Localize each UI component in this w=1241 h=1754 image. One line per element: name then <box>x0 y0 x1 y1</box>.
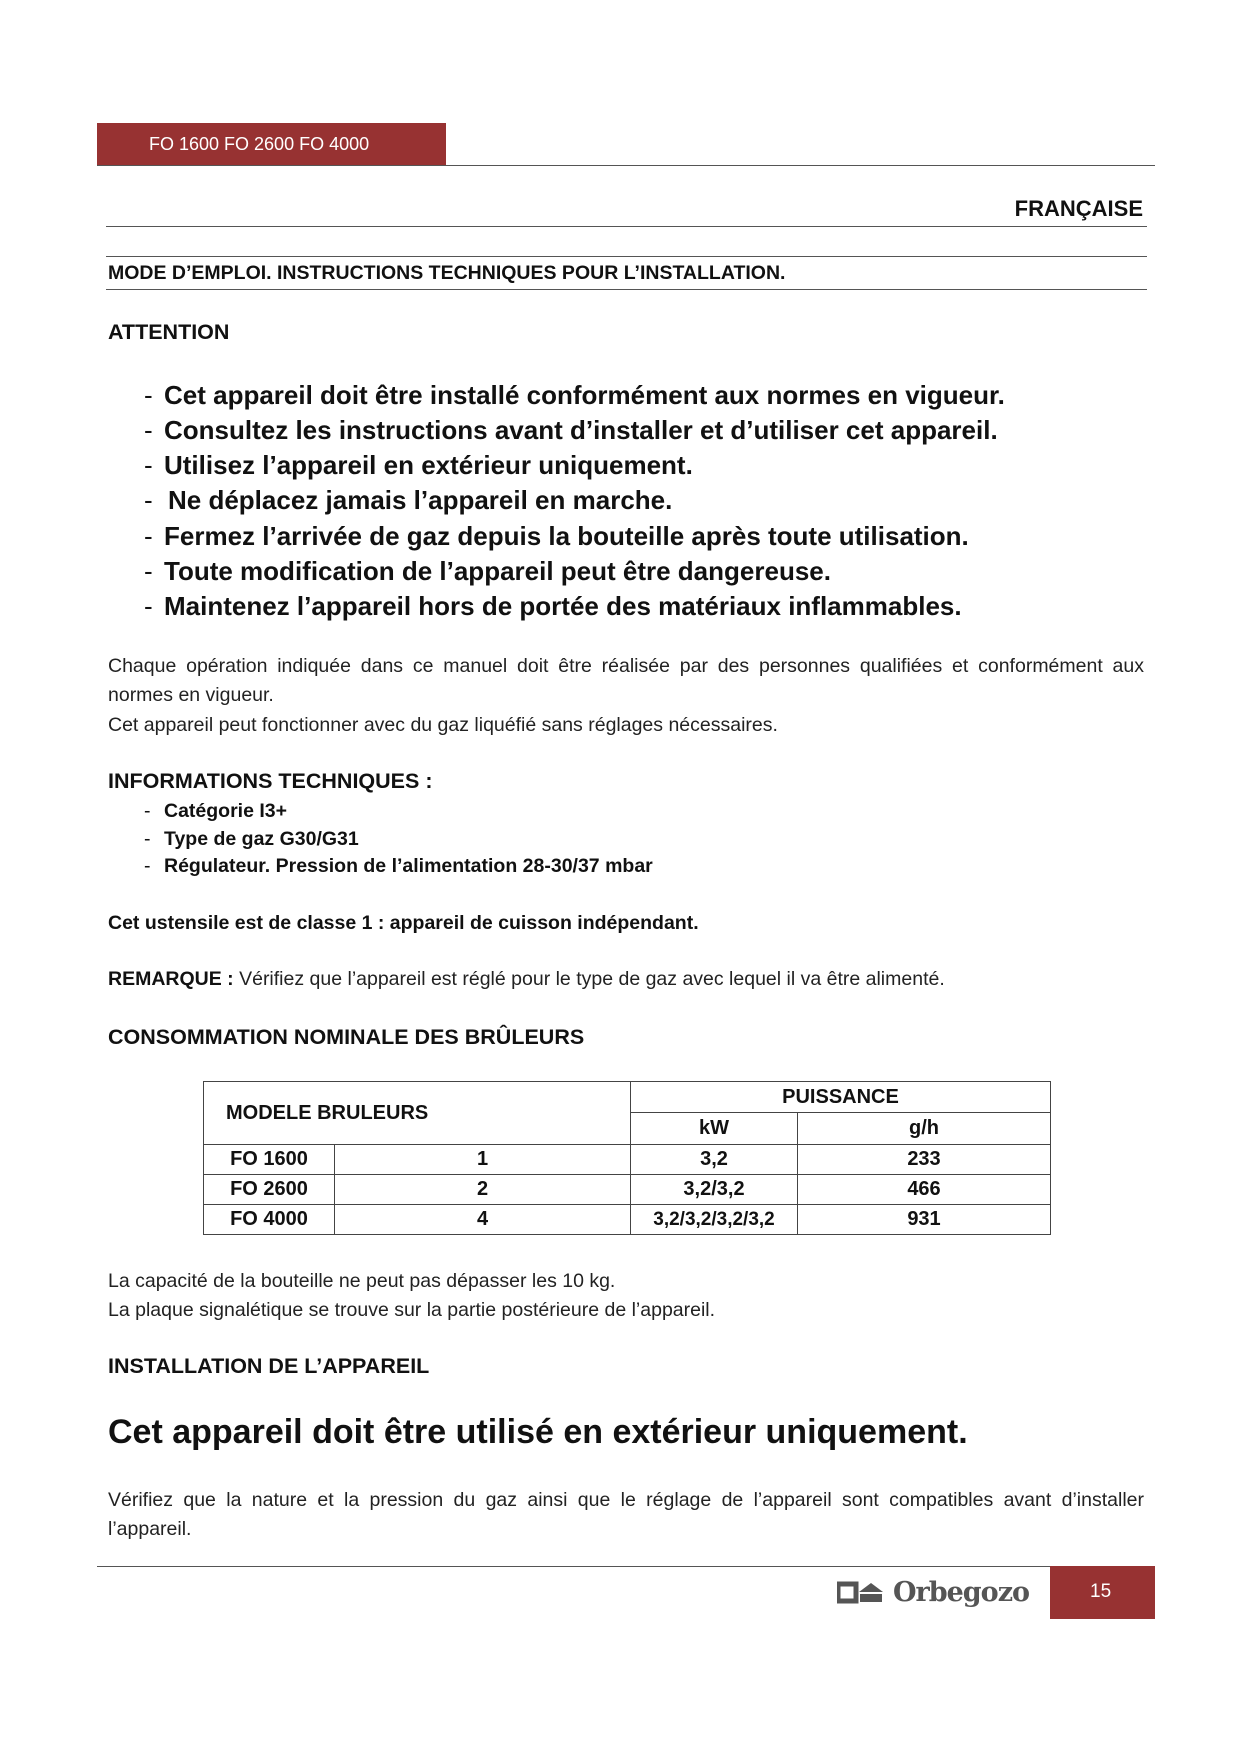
divider <box>106 289 1147 290</box>
header-kw: kW <box>631 1113 798 1145</box>
consumption-heading: CONSOMMATION NOMINALE DES BRÛLEURS <box>108 1025 585 1049</box>
remark <box>108 968 945 991</box>
brand-name: Orbegozo <box>893 1576 1030 1608</box>
tech-info-heading: INFORMATIONS TECHNIQUES : <box>108 769 433 793</box>
list-item: - Consultez les instructions avant d’installer et d’utiliser cet appareil. <box>144 415 998 445</box>
list-item: - Utilisez l’appareil en extérieur uniquement. <box>144 450 693 480</box>
list-item: - Régulateur. Pression de l’alimentation 28-30/37 mbar <box>144 855 653 877</box>
list-item: - Toute modification de l’appareil peut être dangereuse. <box>144 556 831 586</box>
intro-paragraph-2: Cet appareil peut fonctionner avec du gaz liquéfié sans réglages nécessaires. <box>108 714 778 736</box>
list-item: - Catégorie I3+ <box>144 800 288 822</box>
header-model-burners: MODELE BRULEURS <box>204 1082 631 1145</box>
divider <box>97 165 1155 166</box>
note: La capacité de la bouteille ne peut pas dépasser les 10 kg. <box>108 1270 616 1292</box>
remark-label: REMARQUE : <box>108 968 234 990</box>
brand-logo-icon <box>837 1580 883 1604</box>
installation-headline: Cet appareil doit être utilisé en extérieur uniquement. <box>108 1413 968 1451</box>
table-row: FO 1600 1 3,2 233 <box>204 1145 1051 1175</box>
installation-text: Vérifiez que la nature et la pression du gaz ainsi que le réglage de l’appareil sont compatibles avant d’installer l’appareil. <box>108 1489 1144 1540</box>
burner-consumption-table <box>203 1081 1051 1235</box>
list-item: - Fermez l’arrivée de gaz depuis la bouteille après toute utilisation. <box>144 521 969 551</box>
class-note: Cet ustensile est de classe 1 : appareil de cuisson indépendant. <box>108 912 699 934</box>
section-title: MODE D’EMPLOI. INSTRUCTIONS TECHNIQUES POUR L’INSTALLATION. <box>108 262 786 284</box>
intro-paragraph: Chaque opération indiquée dans ce manuel doit être réalisée par des personnes qualifiées et conformément aux normes en vigueur. <box>108 655 1144 706</box>
footer-divider <box>97 1566 1050 1567</box>
attention-heading: ATTENTION <box>108 320 230 344</box>
page-number: 15 <box>1090 1581 1112 1602</box>
divider <box>106 256 1147 257</box>
header-power: PUISSANCE <box>631 1082 1051 1113</box>
installation-heading: INSTALLATION DE L’APPAREIL <box>108 1354 430 1378</box>
table-row: FO 2600 2 3,2/3,2 466 <box>204 1175 1051 1205</box>
brand-logo <box>837 1577 1029 1607</box>
list-item: - Cet appareil doit être installé conformément aux normes en vigueur. <box>144 380 1005 410</box>
page-number-box <box>1050 1566 1155 1619</box>
list-item: - Type de gaz G30/G31 <box>144 828 359 850</box>
model-list: FO 1600 FO 2600 FO 4000 <box>149 134 370 154</box>
model-header-banner <box>97 123 446 166</box>
table-row: FO 4000 4 3,2/3,2/3,2/3,2 931 <box>204 1205 1051 1235</box>
remark-text: Vérifiez que l’appareil est réglé pour le type de gaz avec lequel il va être alimenté. <box>233 968 945 990</box>
note: La plaque signalétique se trouve sur la partie postérieure de l’appareil. <box>108 1299 716 1321</box>
header-gh: g/h <box>798 1113 1051 1145</box>
list-item: - Maintenez l’appareil hors de portée des matériaux inflammables. <box>144 591 962 621</box>
language-label: FRANÇAISE <box>1014 196 1143 221</box>
divider <box>106 226 1147 227</box>
list-item: - Ne déplacez jamais l’appareil en marche. <box>144 485 673 515</box>
